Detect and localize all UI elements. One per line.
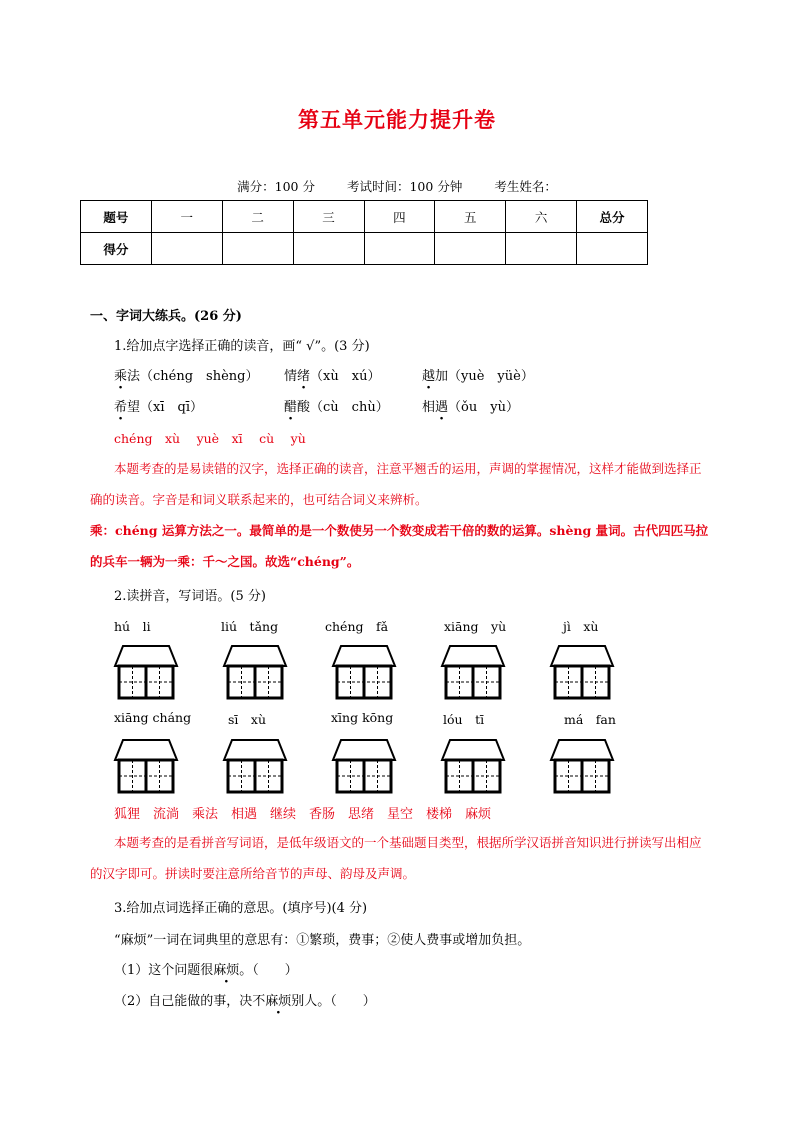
header-cell: 五 [435, 201, 506, 233]
dotted-word: 麻烦 [213, 963, 240, 978]
q2-answer: 狐狸 流淌 乘法 相遇 继续 香肠 思绪 星空 楼梯 麻烦 [114, 807, 492, 822]
dotted-char: 希 [114, 400, 128, 415]
page-title: 第五单元能力提升卷 [298, 108, 496, 132]
q2-prompt: 2.读拼音，写词语。(5 分) [114, 589, 266, 604]
writing-box[interactable] [331, 644, 397, 702]
pinyin-label: hú li [114, 619, 151, 634]
q3-item-blank[interactable]: 。（ ） [239, 963, 298, 978]
q1-item-text: 加（yuè yüè） [435, 369, 534, 384]
dotted-word: 麻烦 [265, 994, 292, 1009]
student-name-label: 考生姓名： [494, 179, 557, 194]
score-row-label: 得分 [81, 233, 152, 265]
pinyin-label: lóu tī [443, 712, 485, 727]
q1-explanation-1: 本题考查的是易读错的汉字，选择正确的读音，注意平翘舌的运用，声调的掌握情况，这样才能做到选择正确的读音。字音是和词义联系起来的，也可结合词义来辨析。 [90, 461, 702, 507]
pinyin-label: sī xù [228, 712, 267, 727]
q1-item [284, 365, 380, 384]
q2-explanation: 本题考查的是看拼音写词语，是低年级语文的一个基础题目类型，根据所学汉语拼音知识进行拼读写出相应的汉字即可。拼读时要注意所给音节的声母、韵母及声调。 [90, 835, 702, 881]
q1-item-text: 酸（cù chù） [297, 400, 389, 415]
pinyin-label: chéng fǎ [325, 619, 389, 634]
exam-time: 考试时间：100 分钟 [346, 179, 463, 194]
dotted-char: 乘 [114, 369, 128, 384]
writing-box[interactable] [222, 644, 288, 702]
q3-item-blank[interactable]: 别人。（ ） [291, 994, 376, 1009]
q1-prompt: 1.给加点字选择正确的读音，画“ √”。(3 分) [114, 339, 370, 354]
q1-item-text: （xù xú） [310, 369, 381, 384]
full-score: 满分：100 分 [237, 179, 315, 194]
q1-item [114, 396, 203, 415]
writing-box[interactable] [113, 738, 179, 796]
score-cell[interactable] [435, 233, 506, 265]
score-cell[interactable] [364, 233, 435, 265]
score-table-header-row [81, 201, 648, 233]
q1-item-text: （ǒu yù） [448, 400, 519, 415]
header-cell: 总分 [577, 201, 648, 233]
score-table [80, 200, 648, 265]
header-cell: 六 [506, 201, 577, 233]
writing-box[interactable] [549, 738, 615, 796]
q1-item-pre: 相 [422, 400, 436, 415]
q1-item-text: 望（xī qī） [127, 400, 203, 415]
pinyin-label: jì xù [563, 619, 599, 634]
q3-item-text: （1）这个问题很 [114, 963, 214, 978]
q1-item-pre: 情 [284, 369, 298, 384]
writing-box[interactable] [440, 738, 506, 796]
dotted-char: 醋 [284, 400, 298, 415]
score-cell[interactable] [222, 233, 293, 265]
q3-item-2 [114, 990, 376, 1009]
exam-meta [0, 177, 794, 195]
q1-item [422, 396, 519, 415]
section1-heading: 一、字词大练兵。(26 分) [90, 309, 242, 324]
writing-box[interactable] [222, 738, 288, 796]
pinyin-label: xīng kōng [331, 710, 394, 725]
pinyin-label: má fan [564, 712, 616, 727]
writing-box[interactable] [440, 644, 506, 702]
q1-item [422, 365, 534, 384]
writing-box[interactable] [549, 644, 615, 702]
q1-answer: chéng xù yuè xī cù yù [114, 431, 306, 446]
header-cell: 题号 [81, 201, 152, 233]
dotted-char: 绪 [297, 369, 311, 384]
header-cell: 一 [151, 201, 222, 233]
q3-item-text: （2）自己能做的事，决不 [114, 994, 266, 1009]
dotted-char: 遇 [435, 400, 449, 415]
q1-explanation-2: 乘：chéng 运算方法之一。最简单的是一个数使另一个数变成若干倍的数的运算。shèng 量词。古代四匹马拉的兵车一辆为一乘：千～之国。故选“chéng”。 [90, 523, 709, 569]
header-cell: 四 [364, 201, 435, 233]
writing-box[interactable] [331, 738, 397, 796]
pinyin-label: liú tǎng [221, 619, 279, 634]
score-cell[interactable] [151, 233, 222, 265]
score-cell[interactable] [577, 233, 648, 265]
score-table-score-row [81, 233, 648, 265]
dotted-char: 越 [422, 369, 436, 384]
q1-item-text: 法（chéng shèng） [127, 369, 259, 384]
q1-item [114, 365, 259, 384]
q1-item [284, 396, 389, 415]
pinyin-label: xiāng cháng [114, 710, 192, 725]
q3-definition: “麻烦”一词在词典里的意思有：①繁琐，费事；②使人费事或增加负担。 [114, 933, 531, 948]
score-cell[interactable] [506, 233, 577, 265]
writing-box[interactable] [113, 644, 179, 702]
score-cell[interactable] [293, 233, 364, 265]
header-cell: 二 [222, 201, 293, 233]
pinyin-label: xiāng yù [444, 619, 507, 634]
q3-prompt: 3.给加点词选择正确的意思。(填序号)(4 分) [114, 901, 368, 916]
header-cell: 三 [293, 201, 364, 233]
q3-item-1 [114, 959, 298, 978]
